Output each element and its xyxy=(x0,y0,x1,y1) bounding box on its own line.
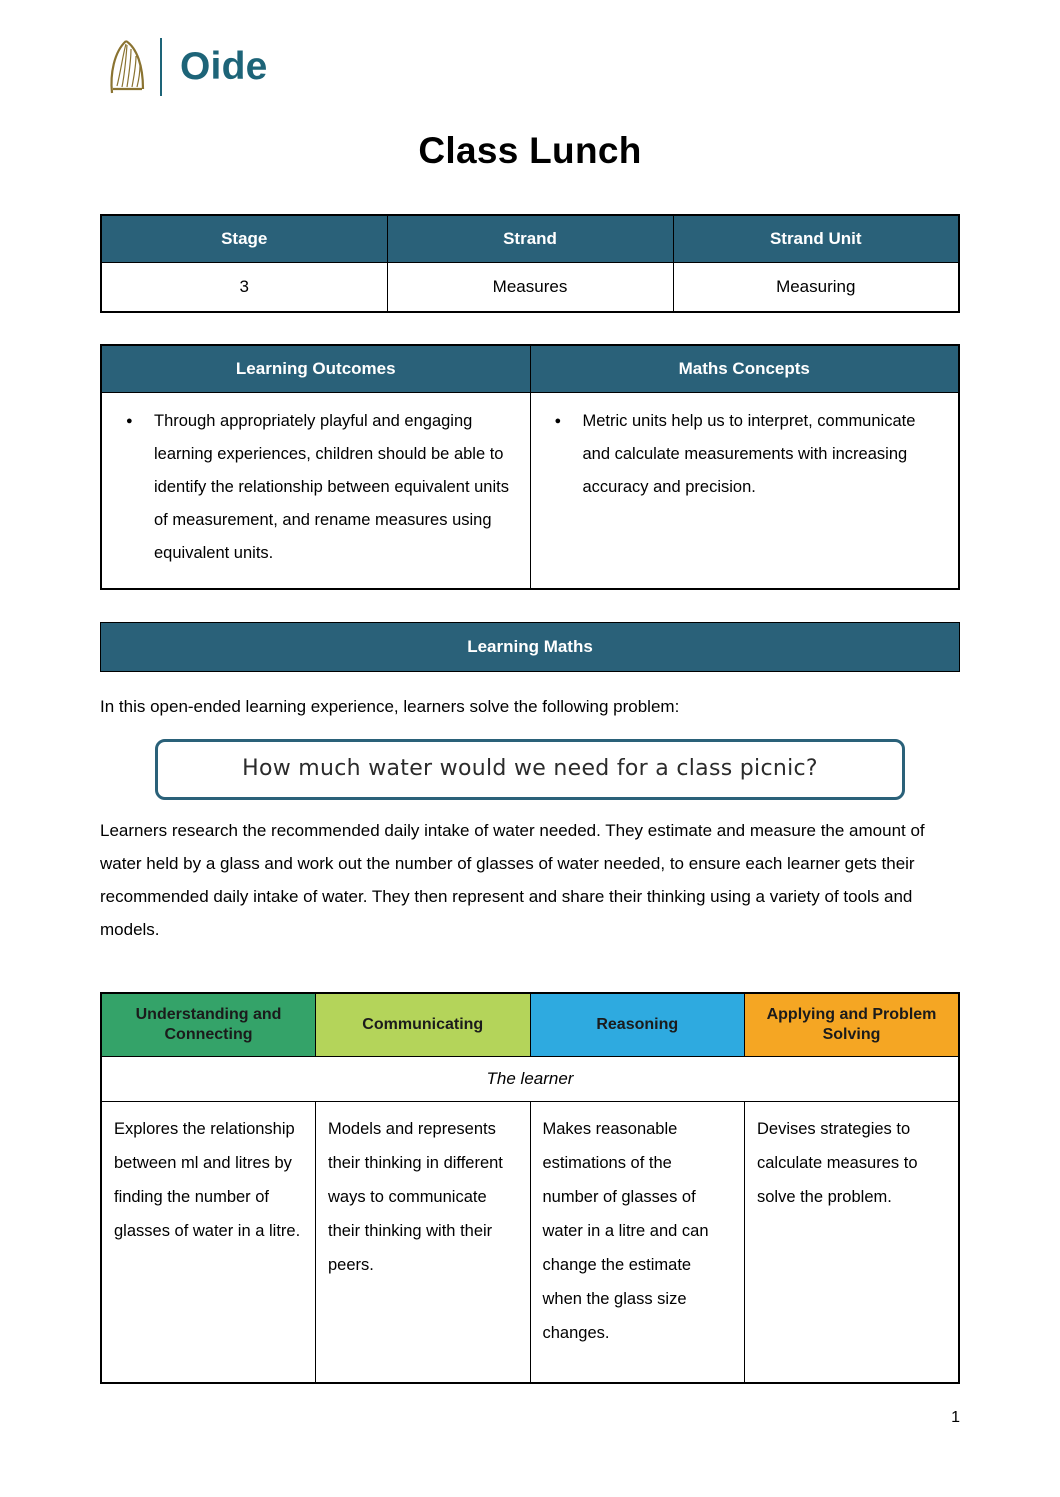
rubric-subheader-row xyxy=(101,1057,959,1102)
stage-value: 3 xyxy=(101,263,387,313)
table-row xyxy=(101,393,959,590)
brand-name: Oide xyxy=(180,45,268,88)
rubric-cell-applying: Devises strategies to calculate measures to solve the problem. xyxy=(745,1102,960,1384)
strand-unit-header: Strand Unit xyxy=(673,215,959,263)
learning-outcomes-cell xyxy=(101,393,530,590)
rubric-header-applying: Applying and Problem Solving xyxy=(745,993,960,1057)
table-header-row xyxy=(101,345,959,393)
stage-table xyxy=(100,214,960,313)
rubric-cell-communicating: Models and represents their thinking in different ways to communicate their thinking with their peers. xyxy=(316,1102,531,1384)
intro-paragraph: In this open-ended learning experience, learners solve the following problem: xyxy=(100,697,680,716)
rubric-subheader: The learner xyxy=(101,1057,959,1102)
table-header-row xyxy=(101,993,959,1057)
page-number: 1 xyxy=(951,1409,960,1426)
section-banner: Learning Maths xyxy=(100,622,960,672)
strand-header: Strand xyxy=(387,215,673,263)
learning-outcomes-list xyxy=(116,405,516,570)
table-row xyxy=(101,1102,959,1384)
page-title: Class Lunch xyxy=(418,130,642,171)
rubric-cell-understanding: Explores the relationship between ml and litres by finding the number of glasses of water in a litre. xyxy=(101,1102,316,1384)
harp-icon xyxy=(104,36,150,98)
rubric-header-reasoning: Reasoning xyxy=(530,993,745,1057)
rubric-cell-reasoning: Makes reasonable estimations of the number of glasses of water in a litre and can change the estimate when the glass size changes. xyxy=(530,1102,745,1384)
outcomes-table xyxy=(100,344,960,590)
problem-text: How much water would we need for a class picnic? xyxy=(242,756,818,781)
table-header-row xyxy=(101,215,959,263)
maths-concepts-list xyxy=(545,405,945,504)
list-item: ● Through appropriately playful and engaging learning experiences, children should be able to identify the relationship between equivalent units of measurement, and rename measures using equivalent units. xyxy=(142,405,516,570)
rubric-header-communicating: Communicating xyxy=(316,993,531,1057)
brand-header xyxy=(100,0,960,106)
maths-concepts-header: Maths Concepts xyxy=(530,345,959,393)
table-row xyxy=(101,263,959,313)
problem-box-wrapper xyxy=(100,739,960,800)
problem-box xyxy=(155,739,905,800)
logo-divider xyxy=(160,38,162,96)
description-paragraph: Learners research the recommended daily intake of water needed. They estimate and measure the amount of water held by a glass and work out the number of glasses of water needed, to ensure each learner gets their recommended daily intake of water. They then represent and share their thinking using a variety of tools and models. xyxy=(100,821,925,939)
list-item: ● Metric units help us to interpret, communicate and calculate measurements with increasing accuracy and precision. xyxy=(571,405,945,504)
maths-concepts-cell xyxy=(530,393,959,590)
rubric-header-understanding: Understanding and Connecting xyxy=(101,993,316,1057)
learning-outcomes-header: Learning Outcomes xyxy=(101,345,530,393)
strand-value: Measures xyxy=(387,263,673,313)
stage-header: Stage xyxy=(101,215,387,263)
rubric-table xyxy=(100,992,960,1384)
strand-unit-value: Measuring xyxy=(673,263,959,313)
